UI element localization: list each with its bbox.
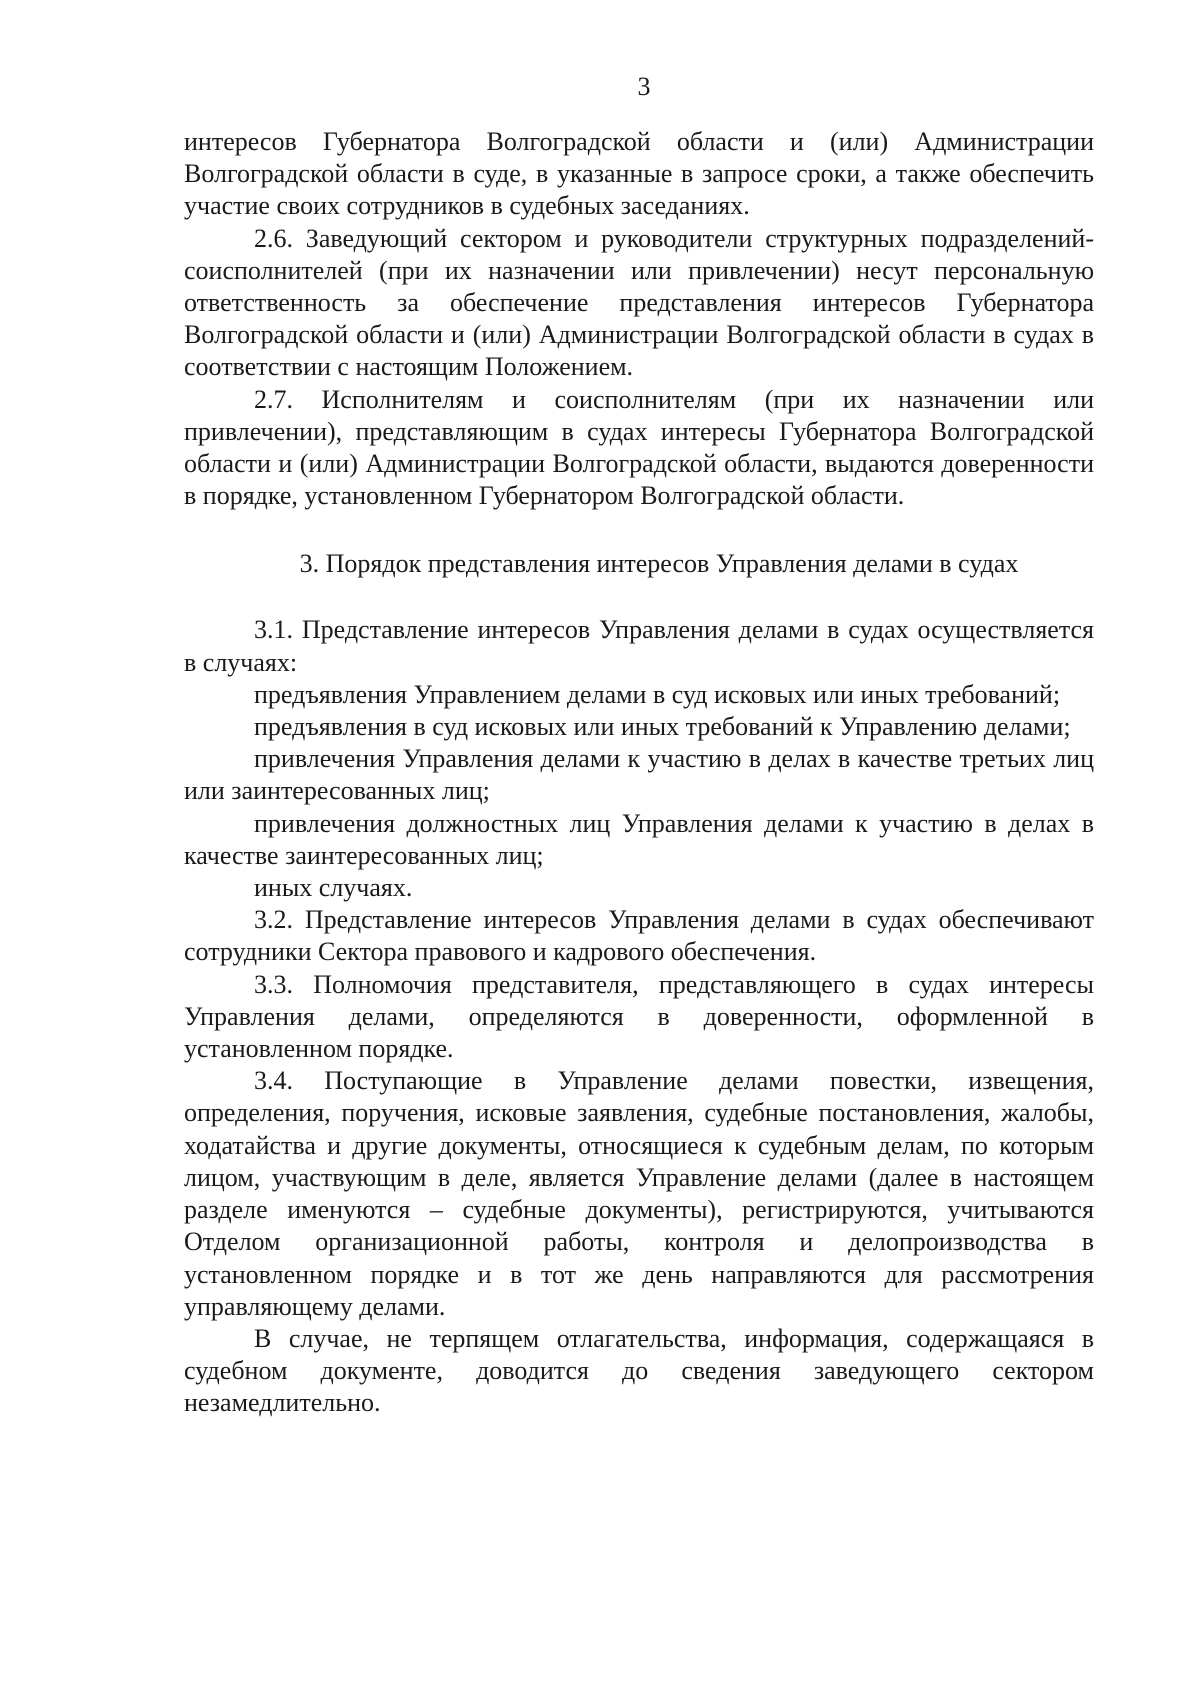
- list-item-3-1-third-parties: привлечения Управления делами к участию в делах в качестве третьих лиц или заинтересованных лиц;: [184, 744, 1094, 806]
- paragraph-2-6: 2.6. Заведующий сектором и руководители структурных подразделений-соисполнителей (при их назначении или привлечении) несут персональную ответственность за обеспечение представления интересов Губернатора Волгоградской области и (или) Администрации Волгоградской области в судах в соответствии с настоящим Положением.: [184, 223, 1094, 382]
- section-3-heading: 3. Порядок представления интересов Управления делами в судах: [299, 549, 1019, 579]
- list-item-3-1-claims-by: предъявления Управлением делами в суд исковых или иных требований;: [254, 679, 1061, 709]
- page-number: 3: [637, 72, 651, 101]
- document-body: [184, 126, 1094, 1420]
- paragraph-2-5-continuation: интересов Губернатора Волгоградской области и (или) Администрации Волгоградской области в суде, в указанные в запросе сроки, а также обеспечить участие своих сотрудников в судебных заседаниях.: [184, 127, 1094, 221]
- paragraph-2-7: 2.7. Исполнителям и соисполнителям (при их назначении или привлечении), представляющим в судах интересы Губернатора Волгоградской области и (или) Администрации Волгоградской области, выдаются доверенности в порядке, установленном Губернатором Волгоградской области.: [184, 384, 1094, 511]
- list-item-3-1-claims-against: предъявления в суд исковых или иных требований к Управлению делами;: [254, 712, 1071, 742]
- paragraph-3-3: 3.3. Полномочия представителя, представляющего в судах интересы Управления делами, определяются в доверенности, оформленной в установленном порядке.: [184, 969, 1094, 1064]
- paragraph-3-2: 3.2. Представление интересов Управления делами в судах обеспечивают сотрудники Сектора правового и кадрового обеспечения.: [184, 905, 1094, 967]
- paragraph-3-4-urgent: В случае, не терпящем отлагательства, информация, содержащаяся в судебном документе, доводится до сведения заведующего сектором незамедлительно.: [184, 1323, 1094, 1418]
- paragraph-3-1: 3.1. Представление интересов Управления делами в судах осуществляется в случаях:: [184, 615, 1094, 677]
- list-item-3-1-officials: привлечения должностных лиц Управления делами к участию в делах в качестве заинтересованных лиц;: [184, 808, 1094, 870]
- paragraph-3-4: 3.4. Поступающие в Управление делами повестки, извещения, определения, поручения, исковые заявления, судебные постановления, жалобы, ходатайства и другие документы, относящиеся к судебным делам, по которым лицом, участвующим в деле, является Управление делами (далее в настоящем разделе именуются – судебные документы), регистрируются, учитываются Отделом организационной работы, контроля и делопроизводства в установленном порядке и в тот же день направляются для рассмотрения управляющему делами.: [184, 1066, 1094, 1321]
- list-item-3-1-other-cases: иных случаях.: [254, 873, 413, 903]
